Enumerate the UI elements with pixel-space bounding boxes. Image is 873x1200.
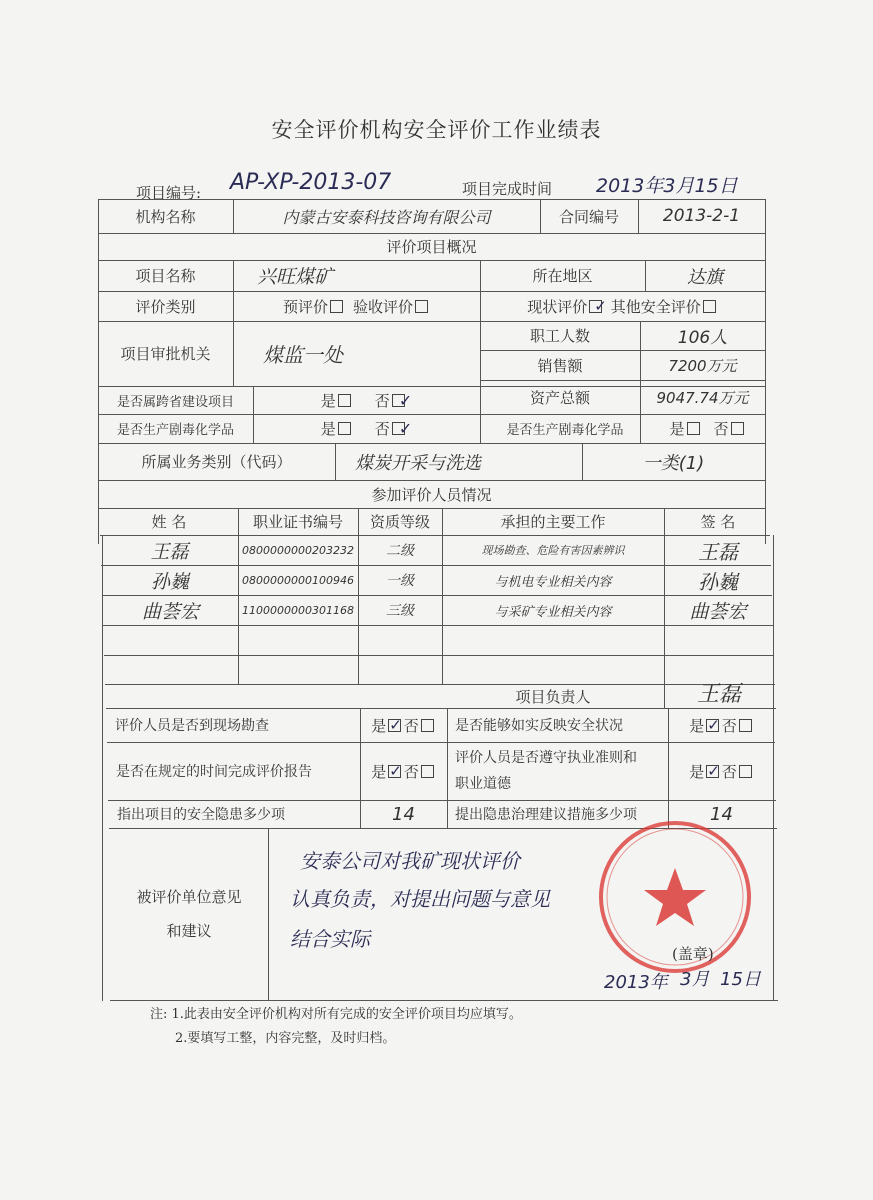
reflect-label: 是否能够如实反映安全状况 (455, 718, 623, 734)
region-value: 达旗 (687, 266, 723, 288)
hazard-chem-options (253, 414, 480, 443)
ethics-yes-label: 是 (689, 762, 705, 781)
participant-cert: 0800000000203232 (242, 543, 354, 557)
org-name-value: 内蒙古安泰科技咨询有限公司 (282, 207, 491, 227)
participant-name: 孙巍 (150, 570, 189, 593)
onsite-yes-label: 是 (371, 716, 387, 735)
opinion-label-line-2: 和建议 (166, 922, 212, 940)
assets-value: 9047.74万元 (656, 388, 749, 407)
star-icon (644, 868, 706, 926)
acceptance-eval-checkbox[interactable] (415, 300, 428, 313)
ontime-no-label: 否 (403, 762, 419, 781)
reflect-yes-label: 是 (689, 716, 705, 735)
participant-name: 王磊 (150, 540, 189, 563)
checkmark-icon: ✓ (389, 716, 402, 734)
suggestions-label: 提出隐患治理建议措施多少项 (455, 807, 637, 823)
reflect-no-label: 否 (721, 716, 737, 735)
ethics-label (447, 742, 668, 800)
assets-label: 资产总额 (529, 388, 590, 407)
category-options-right (480, 291, 765, 321)
leader-label: 项目负责人 (515, 687, 591, 706)
onsite-options (360, 708, 447, 742)
pre-eval-label: 预评价 (282, 297, 328, 316)
opinion-text-line-3: 结合实际 (290, 927, 370, 951)
opinion-date-year: 2013年 (604, 972, 668, 993)
participant-cert: 0800000000100946 (242, 573, 354, 587)
checkmark-icon: ✓ (398, 390, 413, 410)
participant-sign: 曲荟宏 (689, 600, 747, 623)
project-name-value: 兴旺煤矿 (257, 266, 334, 288)
hazard-chem-label: 是否生产剧毒化学品 (116, 423, 234, 438)
category-label: 评价类别 (135, 297, 196, 316)
col-name: 姓 名 (151, 513, 187, 531)
chem2-yes-checkbox[interactable] (687, 422, 700, 435)
opinion-date-day: 15日 (720, 969, 761, 990)
opinion-date-month: 3月 (680, 969, 710, 990)
col-work: 承担的主要工作 (500, 513, 606, 531)
other-eval-checkbox[interactable] (703, 300, 716, 313)
onsite-no-checkbox[interactable] (421, 719, 434, 732)
col-level: 资质等级 (369, 513, 430, 531)
approval-label: 项目审批机关 (120, 345, 211, 363)
acceptance-eval-label: 验收评价 (353, 297, 414, 316)
chem-no-label: 否 (374, 420, 390, 438)
participant-work: 现场勘查、危险有害因素辨识 (481, 544, 625, 557)
seal-label: (盖章) (672, 945, 714, 963)
sales-value: 7200万元 (668, 356, 737, 375)
ethics-label-line-1: 评价人员是否遵守执业准则和 (455, 750, 637, 766)
participant-name: 曲荟宏 (141, 600, 199, 623)
chem-yes-checkbox[interactable] (338, 422, 351, 435)
note-2: 2.要填写工整，内容完整，及时归档。 (175, 1031, 396, 1046)
region-label: 所在地区 (532, 267, 593, 285)
cross-yes-label: 是 (320, 391, 336, 410)
participant-work: 与采矿专业相关内容 (494, 604, 612, 620)
ontime-yes-label: 是 (371, 762, 387, 781)
participant-work: 与机电专业相关内容 (494, 574, 612, 590)
checkmark-icon: ✓ (707, 716, 720, 734)
status-eval-label: 现状评价 (527, 297, 588, 316)
onsite-label: 评价人员是否到现场勘查 (115, 718, 269, 734)
contract-value: 2013-2-1 (662, 206, 741, 226)
completion-label: 项目完成时间 (462, 180, 553, 198)
cross-province-label: 是否属跨省建设项目 (116, 394, 234, 410)
chem2-yes-label: 是 (669, 420, 685, 438)
participant-sign: 王磊 (698, 539, 738, 564)
opinion-label (110, 828, 268, 1000)
cross-yes-checkbox[interactable] (338, 394, 351, 407)
hazard-chem-label-2: 是否生产剧毒化学品 (506, 423, 624, 438)
business-label: 所属业务类别（代码） (141, 453, 292, 471)
ethics-no-label: 否 (721, 762, 737, 781)
opinion-text-line-1: 安泰公司对我矿现状评价 (300, 849, 520, 873)
col-cert: 职业证书编号 (252, 513, 343, 531)
participant-level: 一级 (386, 573, 414, 589)
on-time-options (360, 742, 447, 800)
participant-level: 二级 (386, 543, 414, 559)
chem-yes-label: 是 (320, 420, 336, 438)
completion-value: 2013年3月15日 (596, 175, 738, 197)
project-name-label: 项目名称 (135, 267, 196, 285)
overview-header: 评价项目概况 (386, 238, 477, 256)
business-code: 一类(1) (642, 452, 705, 474)
ethics-no-checkbox[interactable] (739, 765, 752, 778)
reflect-options (668, 708, 775, 742)
ethics-label-line-2: 职业道德 (455, 776, 511, 792)
cross-province-options (253, 386, 480, 414)
ontime-no-checkbox[interactable] (421, 765, 434, 778)
form-title: 安全评价机构安全评价工作业绩表 (271, 118, 602, 142)
hazards-value: 14 (392, 803, 415, 825)
other-eval-label: 其他安全评价 (610, 297, 701, 316)
org-name-label: 机构名称 (135, 207, 196, 226)
staff-value: 106人 (677, 328, 728, 348)
checkmark-icon: ✓ (389, 762, 402, 780)
participants-header: 参加评价人员情况 (371, 485, 492, 504)
reflect-no-checkbox[interactable] (739, 719, 752, 732)
participant-level: 三级 (386, 603, 414, 619)
category-options-left (233, 291, 480, 321)
note-1: 注: 1.此表由安全评价机构对所有完成的安全评价项目均应填写。 (150, 1007, 522, 1022)
col-sign: 签 名 (700, 513, 736, 531)
suggestions-value: 14 (710, 803, 733, 825)
hazard-chem-options-2 (650, 414, 765, 443)
ethics-options (668, 742, 775, 800)
checkmark-icon: ✓ (398, 419, 413, 438)
contract-label: 合同编号 (558, 207, 619, 226)
participant-sign: 孙巍 (698, 569, 738, 594)
business-value: 煤炭开采与洗选 (355, 452, 481, 474)
opinion-label-line-1: 被评价单位意见 (136, 888, 242, 906)
pre-eval-checkbox[interactable] (330, 300, 343, 313)
sales-label: 销售额 (537, 356, 583, 375)
chem2-no-checkbox[interactable] (731, 422, 744, 435)
leader-sign: 王磊 (696, 681, 741, 707)
project-no-label: 项目编号: (136, 184, 202, 202)
chem2-no-label: 否 (713, 420, 729, 438)
opinion-text-line-2: 认真负责，对提出问题与意见 (290, 887, 550, 911)
hazards-label: 指出项目的安全隐患多少项 (117, 807, 285, 823)
checkmark-icon: ✓ (594, 297, 607, 315)
onsite-no-label: 否 (403, 716, 419, 735)
checkmark-icon: ✓ (707, 762, 720, 780)
cross-no-label: 否 (374, 391, 390, 410)
approval-value: 煤监一处 (263, 343, 343, 367)
staff-label: 职工人数 (529, 327, 590, 345)
participant-cert: 1100000000301168 (242, 603, 354, 617)
on-time-label: 是否在规定的时间完成评价报告 (116, 764, 312, 780)
project-no-value: AP-XP-2013-07 (230, 170, 392, 195)
